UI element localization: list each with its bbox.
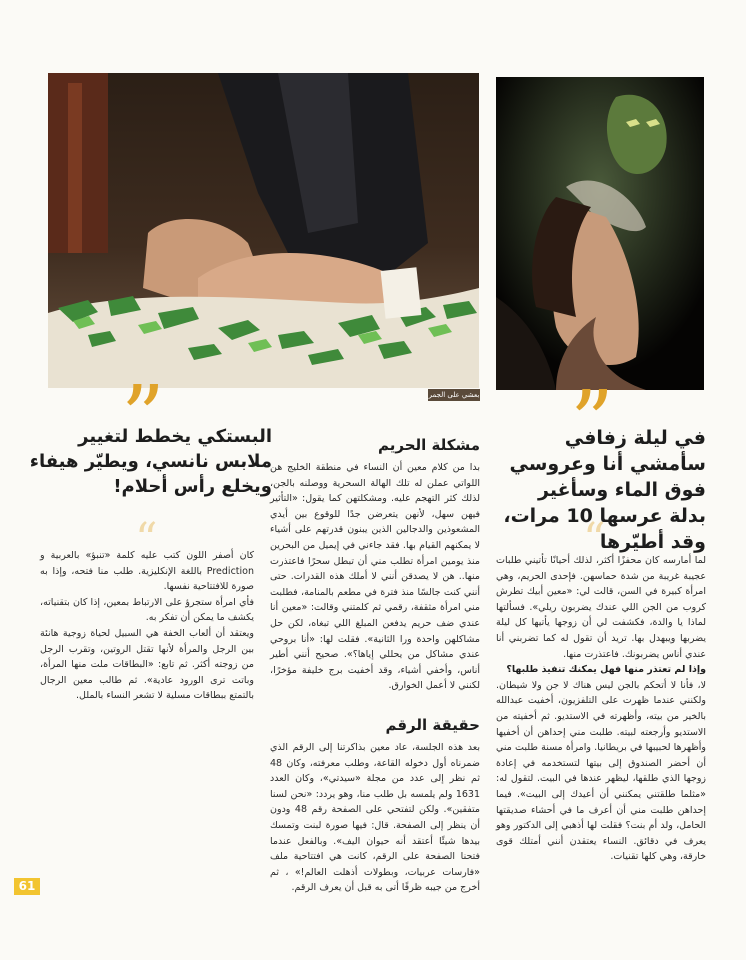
page-number: 61 — [14, 878, 40, 895]
column-right-paragraph-2: لا، فأنا لا أتحكم بالجن ليس هناك لا جن ولا شيطان. ولكنني عندما ظهرت على التلفزيون، أخفيت عبدالله بالخير من بيته، وأظهرته في الاستديو. ثم أخفيته من الاستديو وأرجعته لبيته. طلبت مني إحداهن أن أخفيها وأظهرها لحبيبها في بريطانيا. وامرأة مسنة طلبت مني أن أحضر الصندوق إلى بيتها لتستخدمه في إعادة زوجها الذي طلقها، ليظهر عندها في البيت. لتقول له: «مثلما طلقتني يمكنني أن أعيدك إلى البيت». فيما إحداهن طلبت مني أن أعرف ما في أحشاء صديقتها الحامل، ولد أم بنت؟ فقلت لها أذهبي إلى الدكتور وهو يعرف في دقائق. النساء يعتقدن أنني أمتلك قوى خارقة، وهي كلها تقنيات. — [496, 679, 706, 863]
quote-mark-left-small — [135, 518, 175, 542]
pullquote-left: البستكي يخطط لتغيير ملابس نانسي، ويطيّر هيفاء ويخلع رأس أحلام! — [29, 426, 272, 497]
column-left — [40, 548, 254, 704]
quote-mark-right — [570, 380, 630, 424]
heading-harem-problem: مشكلة الحريم — [377, 436, 480, 454]
column-right-paragraph-1: لما أمارسه كان محفزًا أكثر، لذلك أحيانًا تأتيني طلبات عجيبة غريبة من شدة حماسهن. فإحدى الحريم، وهي امرأة كبيرة في السن، قالت لي: «معين أبيك تطرش كروب من الجن اللي عندك يضربون ريلي». فسألتها لماذا يا والدة، فكشفت لي أن زوجها يأتيها كل ليلة يضربها ويبهدل بها. تريد أن تقول له كما تضربني أنا عندي أناس يضربونك. فاعتذرت منها. — [496, 555, 706, 660]
column-right-question: وإذا لم تعتذر منها فهل يمكنك تنفيذ طلبها؟ — [506, 664, 706, 676]
column-left-paragraph-3: ويعتقد أن ألعاب الخفة هي السبيل لحياة زوجية هانئة بين الرجل والمرأة لأنها تقتل الروتين، وتقرب الرجل من زوجته أكثر. ثم تابع: «البطاقات ملت منها المرأة، وباتت ترى الورود عادية». ثم طالب معين الرجال بالتمتع ببطاقات مسلية لا تشعر النساء بالملل. — [40, 627, 254, 702]
column-middle-paragraph-1: بدا من كلام معين أن النساء في منطقة الخليج هن اللواتي عملن له تلك الهالة السحرية ووصلنه بالجن، لذلك كثر التهجم عليه. ومشكلتهن كما يقول: «التأثير فيهن سهل، لأنهن يتعرضن جدًا للوقوع بين أيدي المشعوذين والدجالين الذين يبنون قدرتهم على أشياء لا يمكنهم القيام بها. فقد جاءني في إيميل من البحرين منذ يومين امرأة تطلب مني أن تبطل سحرًا فاعتذرت منها.. هن لا يصدقن أنني لا أملك هذه القدرات. حتى أنني كنت جالسًا منذ فترة في مطعم بالمنامة، فطلبت مني امرأة مثقفة، رقمي ثم كلمتني وقالت: «معين أنا عندي ضف حريم يدفعن المبلغ اللي تبغاه، لكن حل مشاكلهن واحدة ورا الثانية». فقلت لها: «أنا بروحي عندي مشاكل من يحللي إياها؟». صحيح أنني أطير أناس، وأخفي أشياء، وقد أخفيت برج خليفة مؤخرًا، لكنني لا أعمل الخوارق. — [270, 462, 480, 692]
pullquote-right: في ليلة زفافي سأمشي أنا وعروسي فوق الماء وسأغير بدلة عرسها 10 مرات، وقد أطيّرها — [503, 427, 706, 553]
photo-woman-genie — [496, 77, 704, 390]
feet-on-glass-image — [48, 73, 479, 388]
photo-feet-on-glass — [48, 73, 479, 388]
column-left-paragraph-1: كان أصفر اللون كتب عليه كلمة «تنبؤ» بالعربية و Prediction باللغة الإنكليزية. طلب منا فتحه، وإذا به صورة للافتتاحية نفسها. — [40, 550, 254, 593]
column-left-paragraph-2: فأي امرأة ستجرؤ على الارتباط بمعين، إذا كان بتقنياته، يكشف ما يمكن أن تفكر به. — [40, 596, 254, 624]
column-middle-paragraph-2: بعد هذه الجلسة، عاد معين بذاكرتنا إلى الرقم الذي ضمرناه أول دخوله القاعة، وطلب معرفته، وكان 48 ثم نظر إلى عدد من مجلة «سيدتي»، وكان العدد 1631 ولم يلمسه بل طلب منا، وهو يردد: «نحن لسنا متفقين». ولكن لتفتحي على الصفحة رقم 48 ودون أن ينظر إلى الصفحة. قال: فيها صورة لبنت وتمسك بيدها شيئًا أعتقد أنه حيوان اليف». وبالفعل عندما فتحنا الصفحة على الرقم، كانت هي افتتاحية ملف «فارسات عربيات، وبطولات أذهلت العالم!» ، ثم أخرج من جيبه ظرفًا أتى به قبل أن يعرف الرقم. — [270, 742, 481, 894]
quote-mark-left — [121, 375, 181, 419]
photo-credit: بعشي على الجمر — [428, 391, 480, 399]
woman-genie-image — [496, 77, 704, 390]
quote-mark-right-small — [583, 518, 623, 542]
column-right — [496, 553, 706, 865]
heading-number-truth: حقيقة الرقم — [385, 716, 480, 734]
